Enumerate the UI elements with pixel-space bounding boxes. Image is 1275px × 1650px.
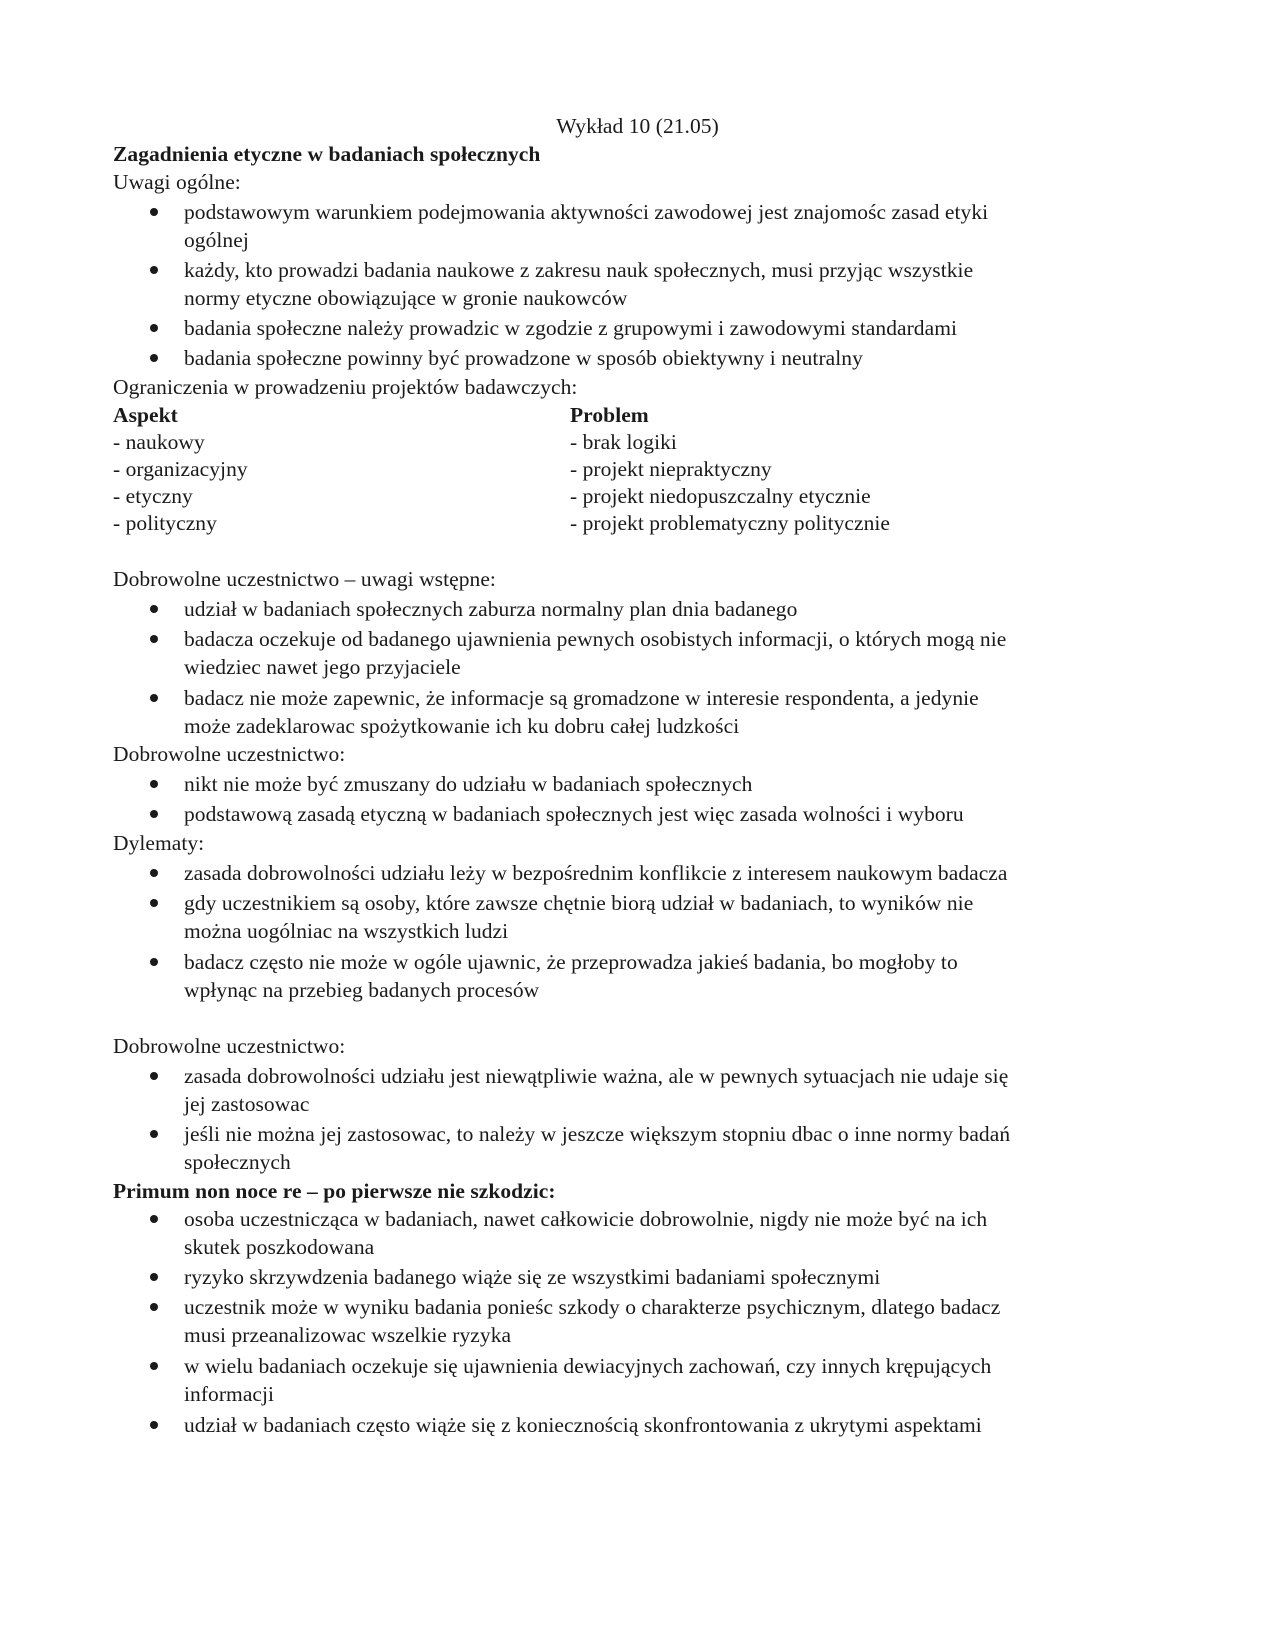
section-heading-primum: Primum non noce re – po pierwsze nie szkodzic: <box>113 1179 556 1203</box>
list-item-text: badacz często nie może w ogóle ujawnic, że przeprowadza jakieś badania, bo mogłoby to <box>184 950 958 974</box>
section-label-voluntary: Dobrowolne uczestnictwo: <box>113 742 346 766</box>
bullet-icon <box>150 780 158 788</box>
aspect-cell: - polityczny <box>113 511 217 535</box>
main-heading: Zagadnienia etyczne w badaniach społecznych <box>113 142 541 166</box>
list-item-text: udział w badaniach społecznych zaburza normalny plan dnia badanego <box>184 597 798 621</box>
bullet-icon <box>150 1072 158 1080</box>
bullet-icon <box>150 1362 158 1370</box>
bullet-icon <box>150 1215 158 1223</box>
list-item-text-cont: musi przeanalizowac wszelkie ryzyka <box>184 1323 512 1347</box>
bullet-icon <box>150 1273 158 1281</box>
list-item-text: gdy uczestnikiem są osoby, które zawsze chętnie biorą udział w badaniach, to wyników nie <box>184 891 974 915</box>
list-item-text: udział w badaniach często wiąże się z koniecznością skonfrontowania z ukrytymi aspektami <box>184 1413 982 1437</box>
bullet-icon <box>150 694 158 702</box>
list-item-text-cont: informacji <box>184 1382 275 1406</box>
problem-cell: - projekt problematyczny politycznie <box>570 511 891 535</box>
list-item-text: nikt nie może być zmuszany do udziału w badaniach społecznych <box>184 772 753 796</box>
bullet-icon <box>150 1130 158 1138</box>
list-item-text-cont: jej zastosowac <box>184 1092 310 1116</box>
aspect-cell: - naukowy <box>113 430 205 454</box>
list-item-text-cont: ogólnej <box>184 228 249 252</box>
list-item-text-cont: można uogólniac na wszystkich ludzi <box>184 919 509 943</box>
list-item-text-cont: wpłynąc na przebieg badanych procesów <box>184 978 540 1002</box>
list-item-text: w wielu badaniach oczekuje się ujawnienia dewiacyjnych zachowań, czy innych krępujących <box>184 1354 992 1378</box>
column-header-problem: Problem <box>570 403 649 427</box>
section-label-limits: Ograniczenia w prowadzeniu projektów badawczych: <box>113 375 578 399</box>
list-item-text: osoba uczestnicząca w badaniach, nawet całkowicie dobrowolnie, nigdy nie może być na ich <box>184 1207 988 1231</box>
aspect-cell: - etyczny <box>113 484 193 508</box>
list-item-text: podstawową zasadą etyczną w badaniach społecznych jest więc zasada wolności i wyboru <box>184 802 964 826</box>
list-item-text-cont: może zadeklarowac spożytkowanie ich ku dobru całej ludzkości <box>184 714 740 738</box>
bullet-icon <box>150 1421 158 1429</box>
problem-cell: - projekt niedopuszczalny etycznie <box>570 484 871 508</box>
bullet-icon <box>150 266 158 274</box>
column-header-aspect: Aspekt <box>113 403 178 427</box>
section-label-voluntary-intro: Dobrowolne uczestnictwo – uwagi wstępne: <box>113 567 496 591</box>
bullet-icon <box>150 605 158 613</box>
bullet-icon <box>150 324 158 332</box>
aspect-cell: - organizacyjny <box>113 457 248 481</box>
list-item-text: badania społeczne należy prowadzic w zgodzie z grupowymi i zawodowymi standardami <box>184 316 957 340</box>
lecture-title: Wykład 10 (21.05) <box>556 114 719 138</box>
problem-cell: - projekt niepraktyczny <box>570 457 772 481</box>
list-item-text: podstawowym warunkiem podejmowania aktywności zawodowej jest znajomośc zasad etyki <box>184 200 989 224</box>
list-item-text: ryzyko skrzywdzenia badanego wiąże się ze wszystkimi badaniami społecznymi <box>184 1265 881 1289</box>
list-item-text-cont: normy etyczne obowiązujące w gronie naukowców <box>184 286 628 310</box>
section-label-voluntary-2: Dobrowolne uczestnictwo: <box>113 1034 346 1058</box>
list-item-text-cont: skutek poszkodowana <box>184 1235 375 1259</box>
bullet-icon <box>150 958 158 966</box>
bullet-icon <box>150 899 158 907</box>
list-item-text: zasada dobrowolności udziału jest niewątpliwie ważna, ale w pewnych sytuacjach nie udaje się <box>184 1064 1009 1088</box>
problem-cell: - brak logiki <box>570 430 677 454</box>
bullet-icon <box>150 635 158 643</box>
bullet-icon <box>150 810 158 818</box>
list-item-text: badacza oczekuje od badanego ujawnienia pewnych osobistych informacji, o których mogą nie <box>184 627 1007 651</box>
list-item-text-cont: wiedziec nawet jego przyjaciele <box>184 655 461 679</box>
bullet-icon <box>150 869 158 877</box>
list-item-text: uczestnik może w wyniku badania ponieśc szkody o charakterze psychicznym, dlatego badacz <box>184 1295 1001 1319</box>
list-item-text: badania społeczne powinny być prowadzone w sposób obiektywny i neutralny <box>184 346 863 370</box>
list-item-text: badacz nie może zapewnic, że informacje są gromadzone w interesie respondenta, a jedynie <box>184 686 979 710</box>
bullet-icon <box>150 1303 158 1311</box>
list-item-text: zasada dobrowolności udziału leży w bezpośrednim konflikcie z interesem naukowym badacza <box>184 861 1008 885</box>
bullet-icon <box>150 354 158 362</box>
list-item-text: jeśli nie można jej zastosowac, to należy w jeszcze większym stopniu dbac o inne normy badań <box>184 1122 1011 1146</box>
bullet-icon <box>150 208 158 216</box>
list-item-text-cont: społecznych <box>184 1150 291 1174</box>
section-label-general: Uwagi ogólne: <box>113 170 241 194</box>
list-item-text: każdy, kto prowadzi badania naukowe z zakresu nauk społecznych, musi przyjąc wszystkie <box>184 258 974 282</box>
section-label-dilemmas: Dylematy: <box>113 831 205 855</box>
